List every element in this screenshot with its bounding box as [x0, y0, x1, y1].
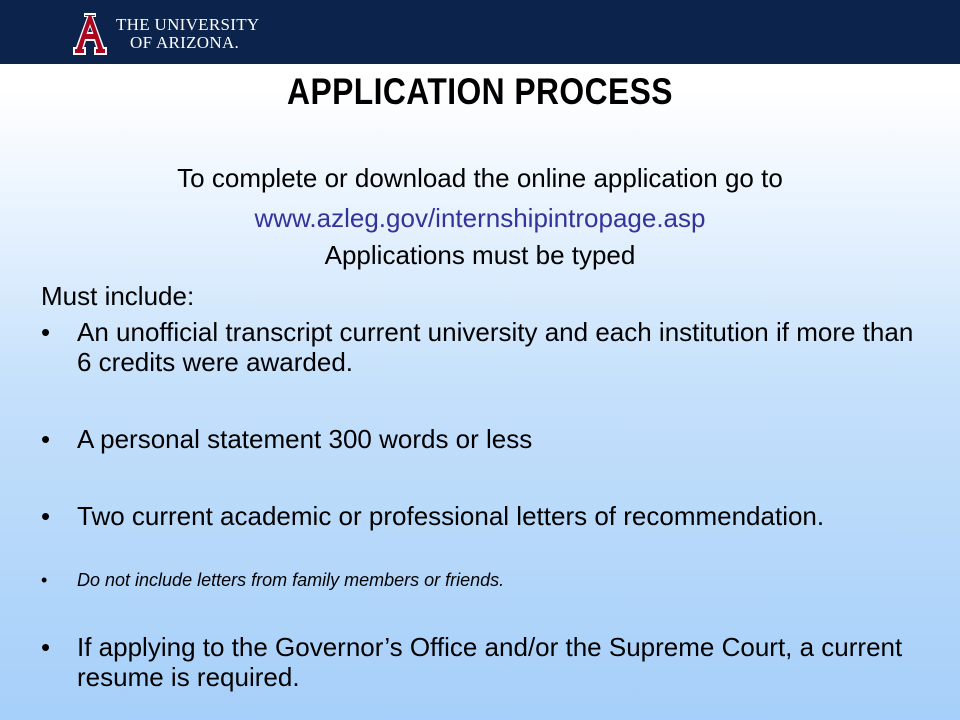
bullet-icon: • — [41, 317, 51, 347]
list-item-note — [41, 569, 921, 591]
must-include-heading: Must include: — [41, 281, 195, 311]
list-item — [41, 501, 921, 531]
bullet-icon: • — [41, 632, 51, 662]
list-item — [41, 632, 921, 692]
bullet-text: A personal statement 300 words or less — [77, 424, 533, 454]
bullet-text: An unofficial transcript current university and each institution if more than 6 credits were awarded. — [77, 317, 914, 377]
typed-note: Applications must be typed — [324, 240, 636, 270]
bullet-icon: • — [41, 501, 51, 531]
logo-line-2: OF ARIZONA. — [130, 33, 240, 52]
bullet-text: If applying to the Governor’s Office and/or the Supreme Court, a current resume is required. — [77, 632, 903, 692]
university-logo[interactable] — [70, 12, 260, 56]
list-item — [41, 424, 921, 454]
list-item — [41, 317, 921, 377]
bullet-text: Do not include letters from family members or friends. — [77, 570, 505, 590]
bullet-icon: • — [41, 570, 48, 590]
logo-line-1: THE UNIVERSITY — [116, 15, 260, 35]
bullet-text: Two current academic or professional letters of recommendation. — [77, 501, 825, 531]
intro-text: To complete or download the online application go to — [177, 163, 783, 193]
slide-title: APPLICATION PROCESS — [287, 71, 673, 112]
application-link[interactable]: www.azleg.gov/internshipintropage.asp — [254, 203, 706, 233]
logo-wordmark — [116, 16, 260, 52]
block-a-logo-icon — [70, 12, 110, 56]
bullet-icon: • — [41, 424, 51, 454]
header-bar — [0, 0, 960, 64]
